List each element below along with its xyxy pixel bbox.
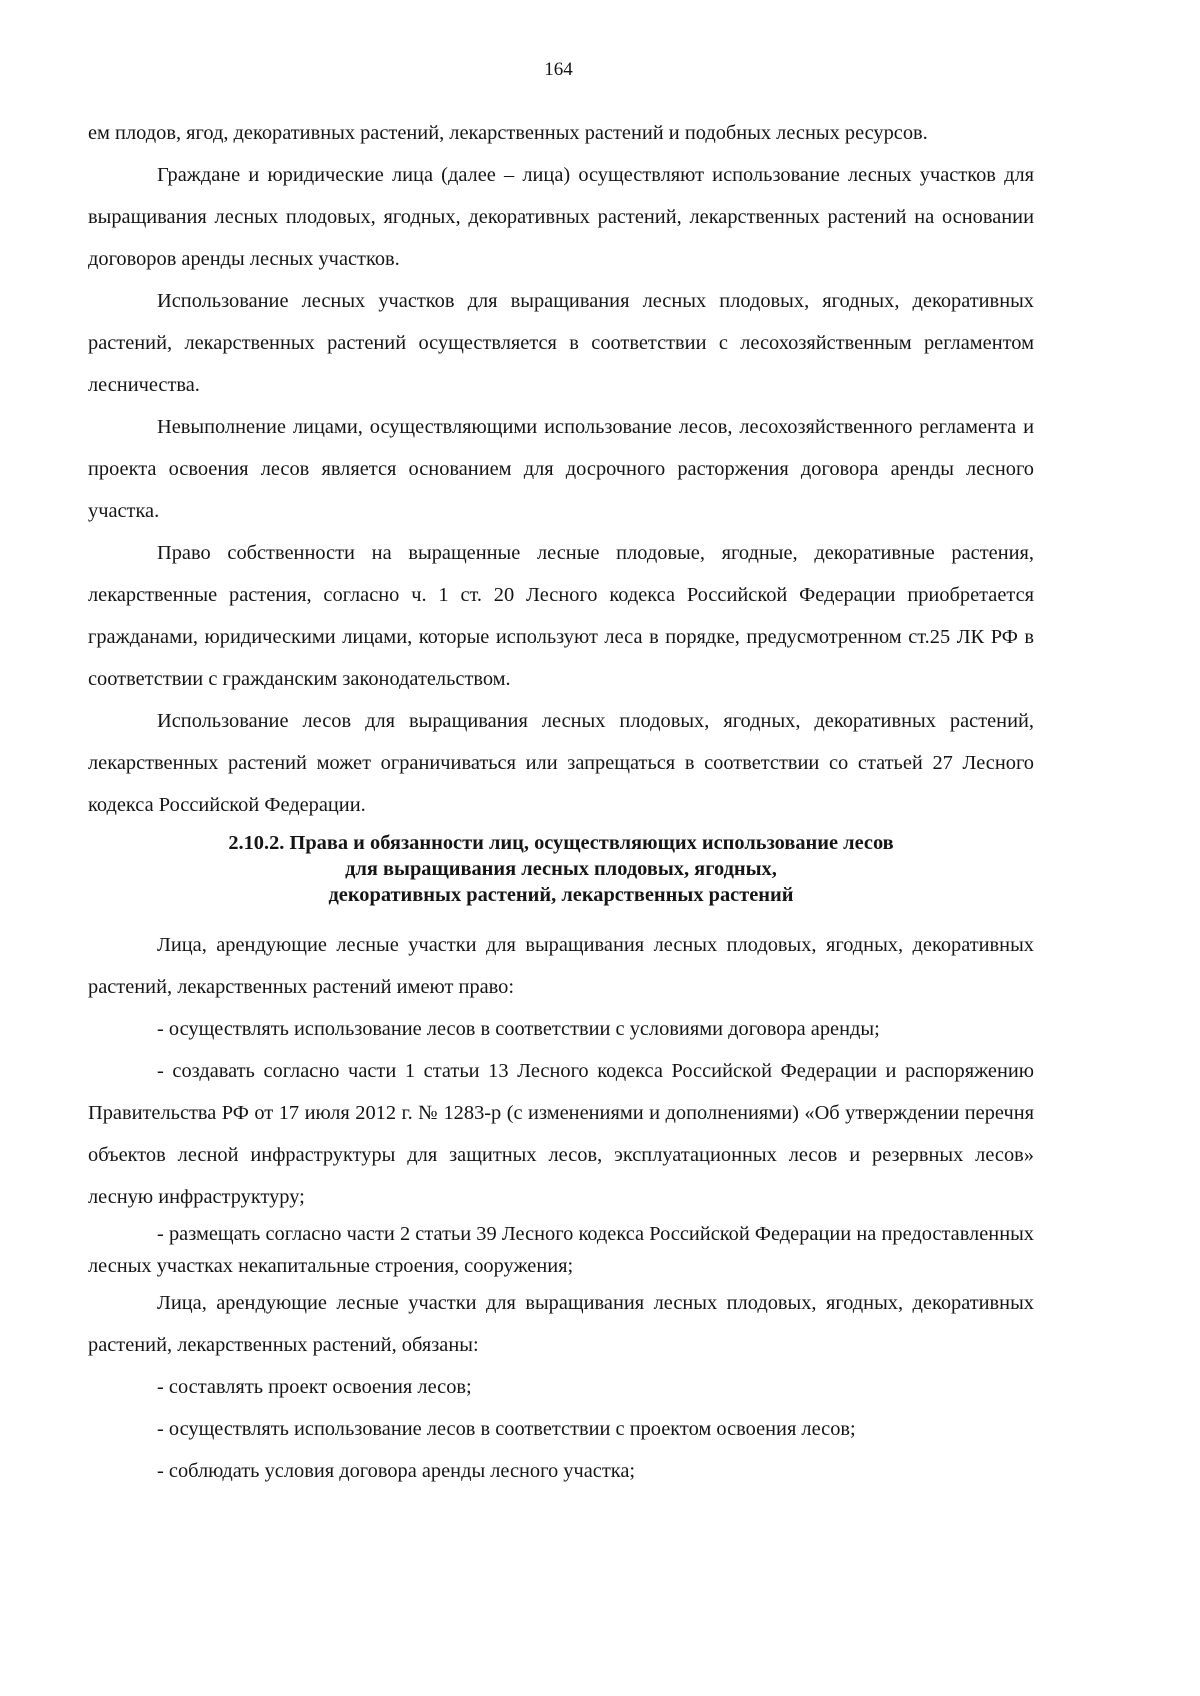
paragraph: Использование лесов для выращивания лесных плодовых, ягодных, декоративных растений, лекарственных растений может ограничиваться или запрещаться в соответствии со статьей 27 Лесного кодекса Российской Федерации. xyxy=(88,710,1034,816)
document-body xyxy=(88,112,1034,1492)
section-heading-line: декоративных растений, лекарственных растений xyxy=(328,884,794,906)
section-heading xyxy=(88,830,1034,908)
list-item: - осуществлять использование лесов в соответствии с проектом освоения лесов; xyxy=(157,1418,856,1440)
section-heading-line: 2.10.2. Права и обязанности лиц, осуществляющих использование лесов xyxy=(228,832,894,854)
paragraph: Лица, арендующие лесные участки для выращивания лесных плодовых, ягодных, декоративных растений, лекарственных растений, обязаны: xyxy=(88,1292,1034,1356)
paragraph: Использование лесных участков для выращивания лесных плодовых, ягодных, декоративных растений, лекарственных растений осуществляется в соответствии с лесохозяйственным регламентом лесничества. xyxy=(88,290,1034,396)
paragraph: Граждане и юридические лица (далее – лица) осуществляют использование лесных участков для выращивания лесных плодовых, ягодных, декоративных растений, лекарственных растений на основании договоров аренды лесных участков. xyxy=(88,164,1034,270)
list-item: - соблюдать условия договора аренды лесного участка; xyxy=(157,1460,636,1482)
paragraph-continuation: ем плодов, ягод, декоративных растений, лекарственных растений и подобных лесных ресурсов. xyxy=(88,122,928,144)
list-item: - осуществлять использование лесов в соответствии с условиями договора аренды; xyxy=(157,1018,880,1040)
list-item: - создавать согласно части 1 статьи 13 Лесного кодекса Российской Федерации и распоряжению Правительства РФ от 17 июля 2012 г. № 1283-р (с изменениями и дополнениями) «Об утверждении перечня объектов лесной инфраструктуры для защитных лесов, эксплуатационных лесов и резервных лесов» лесную инфраструктуру; xyxy=(88,1060,1034,1208)
section-heading-line: для выращивания лесных плодовых, ягодных, xyxy=(345,858,777,880)
paragraph: Лица, арендующие лесные участки для выращивания лесных плодовых, ягодных, декоративных растений, лекарственных растений имеют право: xyxy=(88,934,1034,998)
paragraph: Право собственности на выращенные лесные плодовые, ягодные, декоративные растения, лекарственные растения, согласно ч. 1 ст. 20 Лесного кодекса Российской Федерации приобретается гражданами, юридическими лицами, которые используют леса в порядке, предусмотренном ст.25 ЛК РФ в соответствии с гражданским законодательством. xyxy=(88,542,1034,690)
list-item: - размещать согласно части 2 статьи 39 Лесного кодекса Российской Федерации на предоставленных лесных участках некапитальные строения, сооружения; xyxy=(88,1223,1034,1277)
list-item: - составлять проект освоения лесов; xyxy=(157,1376,472,1398)
page-number: 164 xyxy=(544,59,573,80)
paragraph: Невыполнение лицами, осуществляющими использование лесов, лесохозяйственного регламента и проекта освоения лесов является основанием для досрочного расторжения договора аренды лесного участка. xyxy=(88,416,1034,522)
